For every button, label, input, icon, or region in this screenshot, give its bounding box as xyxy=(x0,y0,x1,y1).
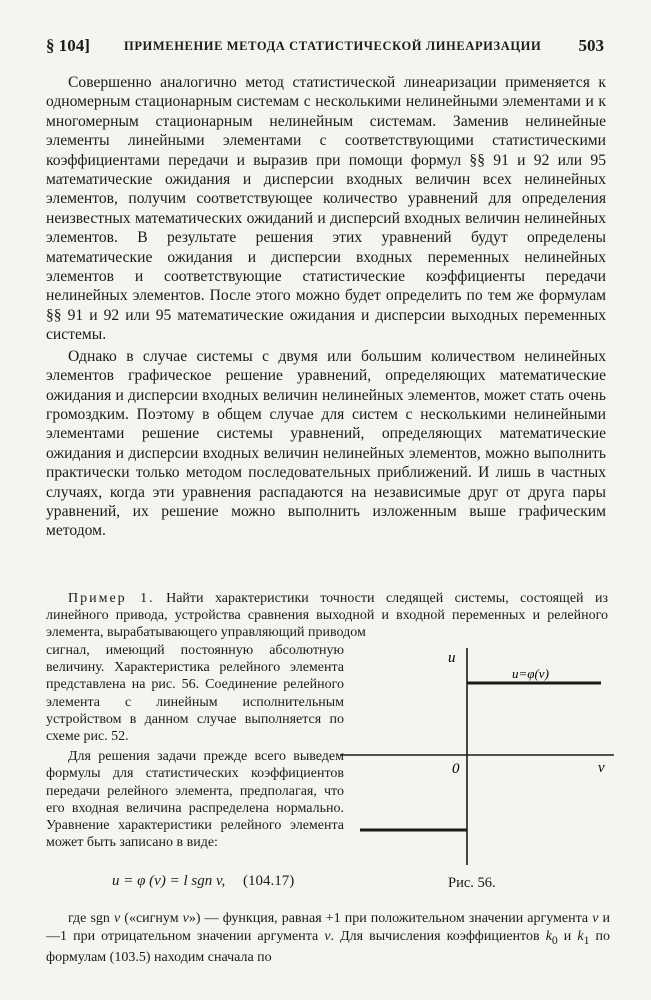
formula-number: (104.17) xyxy=(243,873,295,889)
example-intro-text: Найти характеристики точности следящей системы, состоящей из линейного привода, устройства сравнения выходной и входной переменных и релейного элемента, вырабатывающего управляющий приводом xyxy=(46,591,608,641)
paragraph-2: Однако в случае системы с двумя или большим количеством нелинейных элементов графическое решение уравнений, определяющих математические ожидания и дисперсии входных величин нелинейных элементов, может стать очень громоздким. Поэтому в общем случае для систем с несколькими нелинейными элементами решение системы уравнений, определяющих математические ожидания и дисперсии входных величин нелинейных элементов, можно выполнить практически только методом последовательных приближений. И лишь в частных случаях, когда эти уравнения распадаются на независимые друг от друга пары уравнений, их решение можно выполнить изложенным выше графическим методом. xyxy=(46,347,606,540)
var-k1: k xyxy=(577,928,584,944)
bottom-text-segment: где sgn xyxy=(68,911,114,926)
example-column xyxy=(46,642,344,851)
var-k0: k xyxy=(545,928,552,944)
example-col-paragraph-1: сигнал, имеющий постоянную абсолютную величину. Характеристика релейного элемента представлена на рис. 56. Соединение релейного элемента с линейным исполнительным устройством в данном случае выполняется по схеме рис. 52. xyxy=(46,643,344,745)
curve-label: u=φ(v) xyxy=(512,666,549,681)
formula-text: u = φ (v) = l sgn v, xyxy=(112,873,226,889)
bottom-text-segment: («сигнум xyxy=(120,911,183,926)
var-v: v xyxy=(182,911,189,926)
axis-label-v: v xyxy=(598,760,605,776)
formula-104-17 xyxy=(112,873,352,890)
var-v: v xyxy=(114,911,121,926)
bottom-text-segment: ») — функция, равная +1 при положительном значении аргумента xyxy=(188,911,593,926)
figure-56-relay-characteristic xyxy=(336,640,616,900)
subscript-1: 1 xyxy=(583,933,590,947)
var-v: v xyxy=(592,911,599,926)
bottom-text xyxy=(46,910,610,967)
bottom-text-segment: . Для вычисления коэффициентов xyxy=(330,928,546,944)
page-number: 503 xyxy=(578,36,604,55)
header-title: ПРИМЕНЕНИЕ МЕТОДА СТАТИСТИЧЕСКОЙ ЛИНЕАРИЗАЦИИ xyxy=(124,39,542,53)
bottom-text-segment: и —1 при отрицательном значении аргумента xyxy=(46,911,610,944)
example-intro xyxy=(46,590,608,642)
example-label: Пример 1. xyxy=(68,591,155,606)
running-header xyxy=(46,36,604,62)
axis-label-u: u xyxy=(448,650,456,666)
bottom-paragraph xyxy=(46,910,610,967)
paragraph-1: Совершенно аналогично метод статистической линеаризации применяется к одномерным стационарным системам с несколькими нелинейными элементами и к многомерным стационарным нелинейным системам. Заменив нелинейные элементы линейными элементами с соответствующими статистическими коэффициентами передачи и выразив при помощи формул §§ 91 и 92 или 95 математические ожидания и дисперсии входных величин всех нелинейных элементов, получим соответствующее количество уравнений для определения неизвестных математических ожиданий и дисперсий входных величин нелинейных элементов. В результате решения этих уравнений будут определены математические ожидания и дисперсии входных переменных нелинейных элементов и соответствующие статистические коэффициенты передачи нелинейных элементов. После этого можно будет определить по тем же формулам §§ 91 и 92 или 95 математические ожидания и дисперсии выходных переменных системы. xyxy=(46,74,606,344)
header-section: § 104] xyxy=(46,36,90,55)
origin-label: 0 xyxy=(452,761,460,777)
example-col-paragraph-2: Для решения задачи прежде всего выведем формулы для статистических коэффициентов передачи релейного элемента, предполагая, что его входная величина распределена нормально. Уравнение характеристики релейного элемента может быть записано в виде: xyxy=(46,749,344,851)
subscript-0: 0 xyxy=(551,933,558,947)
bottom-text-segment: и xyxy=(557,928,578,944)
figure-caption: Рис. 56. xyxy=(448,875,496,891)
bottom-text-segment: по формулам (103.5) находим сначала по xyxy=(46,928,610,965)
var-v: v xyxy=(324,928,331,944)
main-text xyxy=(46,73,606,541)
